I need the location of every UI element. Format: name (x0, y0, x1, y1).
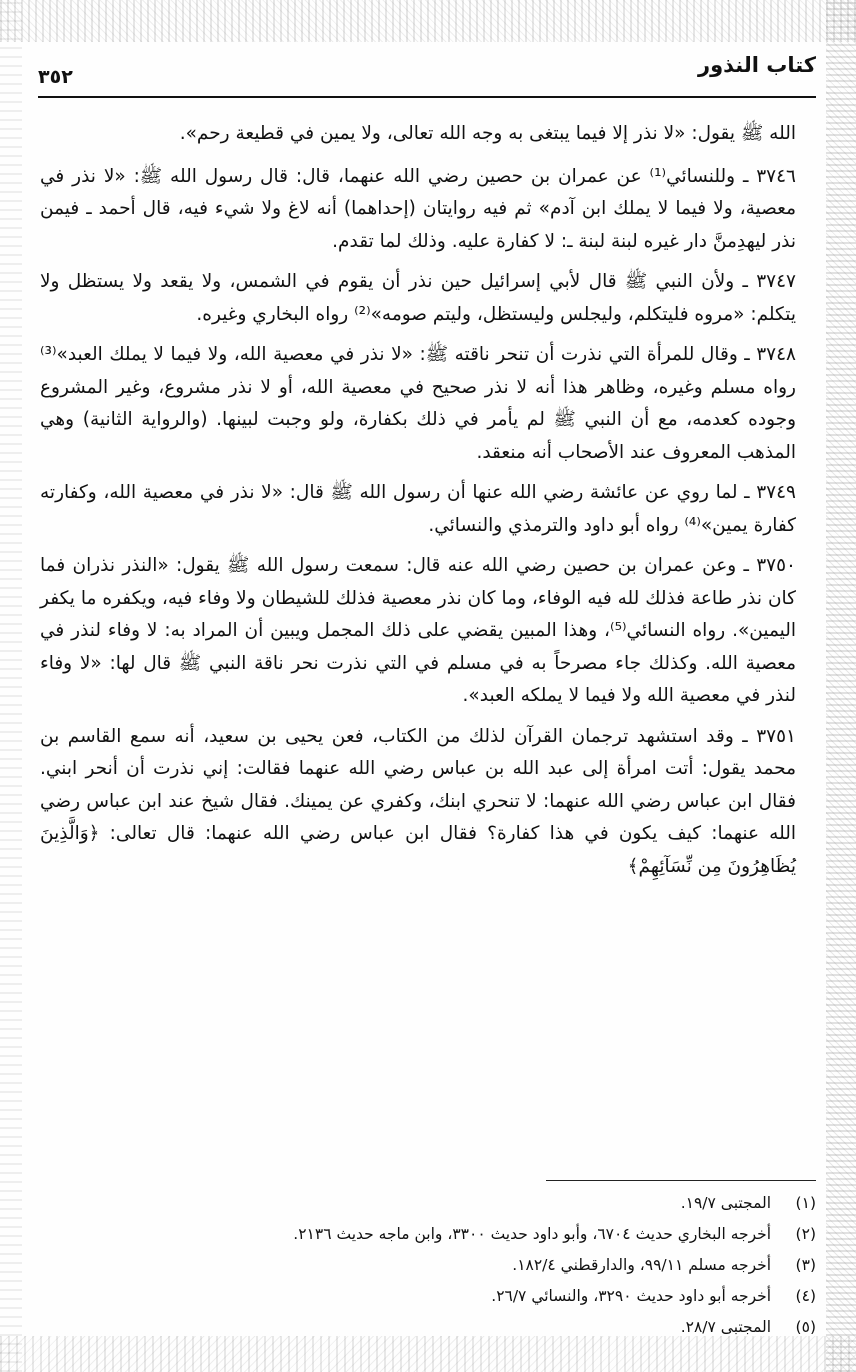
footnote-mark: (٣) (795, 1256, 816, 1274)
main-text (40, 118, 796, 891)
footnote-text: أخرجه مسلم ٩٩/١١، والدارقطني ١٨٢/٤. (512, 1256, 772, 1274)
paragraph-3748: ٣٧٤٨ ـ وقال للمرأة التي نذرت أن تنحر ناقته ﷺ: «لا نذر في معصية الله، ولا فيما لا يملك العبد»⁽³⁾ رواه مسلم وغيره، وظاهر هذا أنه لا نذر صحيح في معصية الله، أو لا نذر مشروع، وغير المشروع وجوده كعدمه، مع أن النبي ﷺ لم يأمر في ذلك بكفارة، ولو وجبت لبينها. (والرواية الثانية) وهي المذهب المعروف عند الأصحاب أنه منعقد. (40, 344, 796, 463)
footnote-text: المجتبى ٢٨/٧. (680, 1318, 772, 1336)
footnote-item (60, 1219, 816, 1250)
footnote-mark: (٢) (795, 1225, 816, 1243)
scan-noise-right (826, 0, 856, 1372)
footnote-text: أخرجه البخاري حديث ٦٧٠٤، وأبو داود حديث ٣٣٠٠، وابن ماجه حديث ٢١٣٦. (293, 1225, 772, 1243)
footnote-text: أخرجه أبو داود حديث ٣٢٩٠، والنسائي ٢٦/٧. (491, 1287, 772, 1305)
scan-noise-top (0, 0, 856, 42)
footnote-mark: (٤) (795, 1287, 816, 1305)
paragraph-3750: ٣٧٥٠ ـ وعن عمران بن حصين رضي الله عنه قال: سمعت رسول الله ﷺ يقول: «النذر نذران فما كان نذر طاعة فذلك لله فيه الوفاء، وما كان نذر معصية فذلك للشيطان ولا وفاء فيه، ويكفره ما يكفر اليمين». رواه النسائي⁽⁵⁾، وهذا المبين يقضي على ذلك المجمل ويبين أن المراد به: لا وفاء لنذر في معصية الله. وكذلك جاء مصرحاً به في مسلم في التي نذرت نحر ناقة النبي ﷺ قال لها: «لا وفاء لنذر في معصية الله ولا فيما لا يملكه العبد». (40, 555, 796, 706)
paragraph-3749: ٣٧٤٩ ـ لما روي عن عائشة رضي الله عنها أن رسول الله ﷺ قال: «لا نذر في معصية الله، وكفارته كفارة يمين»⁽⁴⁾ رواه أبو داود والترمذي والنسائي. (40, 482, 796, 536)
footnote-separator (546, 1180, 816, 1181)
footnote-item (60, 1250, 816, 1281)
footnote-item (60, 1281, 816, 1312)
footnote-mark: (١) (795, 1194, 816, 1212)
footnotes (60, 1188, 816, 1343)
book-title: كتاب النذور (697, 53, 816, 77)
running-header (38, 52, 816, 98)
paragraph-3747: ٣٧٤٧ ـ ولأن النبي ﷺ قال لأبي إسرائيل حين نذر أن يقوم في الشمس، ولا يقعد ولا يستظل ولا يتكلم: «مروه فليتكلم، وليجلس وليستظل، وليتم صومه»⁽²⁾ رواه البخاري وغيره. (40, 271, 796, 325)
page-number: ٣٥٢ (38, 66, 73, 88)
footnote-mark: (٥) (795, 1318, 816, 1336)
paragraph-3746: ٣٧٤٦ ـ وللنسائي⁽¹⁾ عن عمران بن حصين رضي الله عنهما، قال: قال رسول الله ﷺ: «لا نذر في معصية، ولا فيما لا يملك ابن آدم» ثم فيه روايتان (إحداهما) أنه لاغ ولا شيء فيه، قال أحمد ـ فيمن نذر ليهدِمنَّ دار غيره لبنة لبنة ـ: لا كفارة عليه. وذلك لما تقدم. (40, 165, 796, 252)
footnote-item (60, 1188, 816, 1219)
scan-noise-left (0, 0, 22, 1372)
paragraph: الله ﷺ يقول: «لا نذر إلا فيما يبتغى به وجه الله تعالى، ولا يمين في قطيعة رحم». (179, 123, 796, 144)
footnote-text: المجتبى ١٩/٧. (680, 1194, 772, 1212)
paragraph-3751: ٣٧٥١ ـ وقد استشهد ترجمان القرآن لذلك من الكتاب، فعن يحيى بن سعيد، أنه سمع القاسم بن محمد يقول: أتت امرأة إلى عبد الله بن عباس رضي الله عنهما فقالت: إني نذرت أن أنحر ابني. فقال ابن عباس رضي الله عنهما: لا تنحري ابنك، وكفري عن يمينك. فقال شيخ عند ابن عباس رضي الله عنهما: كيف يكون في هذا كفارة؟ فقال ابن عباس رضي الله عنهما: قال تعالى: ﴿وَالَّذِينَ يُظَاهِرُونَ مِن نِّسَآئِهِمْ﴾ (40, 725, 796, 877)
footnote-item (60, 1312, 816, 1343)
